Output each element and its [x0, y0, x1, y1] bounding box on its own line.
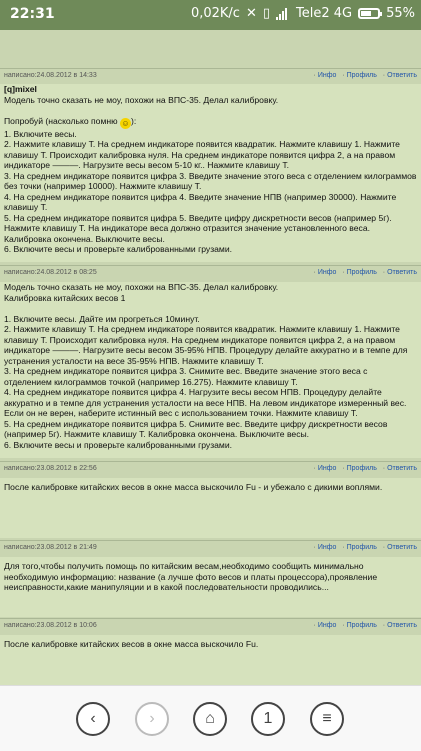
browser-nav-bar	[0, 685, 421, 751]
forum-thread	[0, 30, 421, 685]
back-icon: ‹	[90, 710, 96, 727]
reply-link[interactable]: Ответить	[387, 544, 417, 551]
info-link[interactable]: Инфо	[317, 72, 337, 79]
forward-button[interactable]	[135, 702, 169, 736]
home-button[interactable]	[193, 702, 227, 736]
profile-link[interactable]: Профиль	[346, 622, 377, 629]
vibrate-icon: ▯	[262, 6, 270, 21]
profile-link[interactable]: Профиль	[346, 465, 377, 472]
reply-link[interactable]: Ответить	[387, 72, 417, 79]
quote-author: [q]mixel	[4, 84, 37, 94]
profile-link[interactable]: Профиль	[346, 544, 377, 551]
post-text: После калибровке китайских весов в окне масса выскочило Fu.	[4, 639, 259, 649]
post-date: написано:24.08.2012 в 08:25	[4, 269, 97, 276]
post-text-continued: 1. Включите весы. 2. Нажмите клавишу Т. На среднем индикаторе появится квадратик. Нажмите клавишу 1. Нажмите клавишу Т. Происходит калибровка нуля. На среднем индикаторе появится цифра 2, а на правом индикаторе ———. Нагрузите весы весом 5-10 кг.. Нажмите клавишу Т. 3. На среднем индикаторе появится цифра 3. Введите значение этого веса с отделением килограммов без точки (например 10000). Нажмите клавишу Т. 4. На среднем индикаторе появится цифра 4. Введите значение НПВ (например 30000). Нажмите клавишу Т. 5. На среднем индикаторе появится цифра 5. Введите цифру дискретности весов (например 5г). Нажмите клавишу Т. На индикаторе веса должно отразится значение установленного веса. Калибровка окончена. Выключите весы. 6. Включите весы и проверьте калиброванными грузами.	[4, 128, 417, 254]
status-bar	[0, 0, 421, 30]
post-meta	[0, 540, 421, 555]
post-meta	[0, 618, 421, 633]
post-date: написано:24.08.2012 в 14:33	[4, 72, 97, 79]
post-body	[0, 635, 421, 685]
post-actions: · Инфо · Профиль · Ответить	[313, 72, 417, 79]
info-link[interactable]: Инфо	[317, 544, 337, 551]
post-text: Для того,чтобы получить помощь по китайским весам,необходимо сообщить минимально необходимую информацию: название (а лучше фото весов и платы процессора),проявление неисправности,какие манипуляции и в какой последовательности проводились...	[4, 561, 378, 592]
reply-link[interactable]: Ответить	[387, 269, 417, 276]
forward-icon: ›	[149, 710, 155, 727]
post-text: Модель точно сказать не моу, похожи на ВПС-35. Делал калибровку. Попробуй (насколько помню	[4, 94, 279, 126]
post-body: [q]mixel Модель точно сказать не моу, похожи на ВПС-35. Делал калибровку. Попробуй (насколько помню ☺): 1. Включите весы. 2. Нажмите клавишу Т. На среднем индикаторе появится квадратик. Нажмите клавишу 1. Нажмите клавишу Т. Происходит калибровка нуля. На среднем индикаторе появится цифра 2, а на правом индикаторе ———. Нагрузите весы весом 5-10 кг.. Нажмите клавишу Т. 3. На среднем индикаторе появится цифра 3. Введите значение этого веса с отделением килограммов без точки (например 10000). Нажмите клавишу Т. 4. На среднем индикаторе появится цифра 4. Введите значение НПВ (например 30000). Нажмите клавишу Т. 5. На среднем индикаторе появится цифра 5. Введите цифру дискретности весов (например 5г). Нажмите клавишу Т. На индикаторе веса должно отразится значение установленного веса. Калибровка окончена. Выключите весы. 6. Включите весы и проверьте калиброванными грузами.	[0, 84, 421, 262]
post-body	[0, 478, 421, 538]
post-actions: · Инфо · Профиль · Ответить	[313, 622, 417, 629]
post-meta	[0, 265, 421, 280]
tabs-button[interactable]	[251, 702, 285, 736]
info-link[interactable]: Инфо	[317, 622, 337, 629]
post-body	[0, 282, 421, 458]
info-link[interactable]: Инфо	[317, 465, 337, 472]
post-date: написано:23.08.2012 в 10:06	[4, 622, 97, 629]
post-actions: · Инфо · Профиль · Ответить	[313, 465, 417, 472]
post-date: написано:23.08.2012 в 22:56	[4, 465, 97, 472]
menu-button[interactable]	[310, 702, 344, 736]
reply-link[interactable]: Ответить	[387, 465, 417, 472]
carrier-label: Tele2 4G	[296, 6, 353, 21]
post-actions: · Инфо · Профиль · Ответить	[313, 269, 417, 276]
post-text: После калибровке китайских весов в окне масса выскочило Fu - и убежало с дикими воплями.	[4, 482, 383, 492]
post-date: написано:23.08.2012 в 21:49	[4, 544, 97, 551]
network-speed: 0,02K/c	[190, 6, 240, 21]
status-time: 22:31	[10, 6, 55, 22]
reply-link[interactable]: Ответить	[387, 622, 417, 629]
home-icon: ⌂	[205, 710, 215, 727]
post-meta	[0, 68, 421, 83]
profile-link[interactable]: Профиль	[346, 269, 377, 276]
battery-level: 55%	[386, 6, 415, 21]
menu-icon: ≡	[322, 710, 332, 727]
smile-icon: ☺	[121, 118, 130, 128]
tabs-count: 1	[263, 710, 273, 727]
info-link[interactable]: Инфо	[317, 269, 337, 276]
post-text: Модель точно сказать не моу, похожи на ВПС-35. Делал калибровку. Калибровка китайских весов 1 1. Включите весы. Дайте им прогреться 10минут. 2. Нажмите клавишу Т. На среднем индикаторе появится квадратик. Нажмите клавишу 1. Нажмите клавишу Т. Происходит калибровка нуля. На среднем индикаторе появится цифра 2, а на правом индикаторе ———. Нагрузите весы весом 35-95% НПВ. Процедуру делайте аккуратно и в темпе для устранения усталости на весе 35-95% НПВ. Нажмите клавишу Т. 3. На среднем индикаторе появится цифра 3. Снимите вес. Введите значение этого веса с отделением килограммов точкой (например 16.275). Нажмите клавишу Т. 4. На среднем индикаторе появится цифра 4. Нагрузите весы весом НПВ. Процедуру делайте аккуратно и в темпе для устранения усталости на весе НПВ. На левом индикаторе измеренный вес. Если он не верен, наберите истинный вес с использованием точки. Нажмите клавишу Т. 5. На среднем индикаторе появится цифра 5. Снимите вес. Введите цифру дискретности весов (например 5г). Нажмите клавишу Т. Калибровка окончена. Выключите весы. 6. Включите весы и проверьте калиброванными грузами.	[4, 282, 408, 450]
post-meta	[0, 461, 421, 476]
signal-icon	[276, 8, 290, 20]
post-body	[0, 557, 421, 617]
profile-link[interactable]: Профиль	[346, 72, 377, 79]
back-button[interactable]	[76, 702, 110, 736]
status-right	[191, 6, 415, 21]
battery-icon	[358, 8, 380, 19]
mute-icon: ✕	[245, 6, 257, 21]
post-actions: · Инфо · Профиль · Ответить	[313, 544, 417, 551]
